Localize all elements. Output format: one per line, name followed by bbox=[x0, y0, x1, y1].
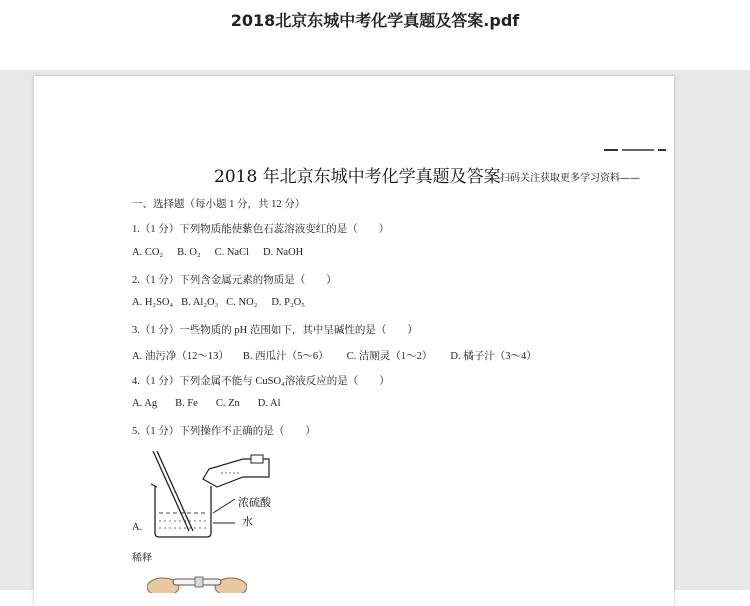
question-1: 1.（1 分）下列物质能使紫色石蕊溶液变红的是（ ） bbox=[132, 224, 390, 235]
watermark: 扫码关注获取更多学习资料—— bbox=[500, 173, 640, 184]
document-title: 2018北京东城中考化学真题及答案.pdf bbox=[230, 11, 520, 30]
question-2: 2.（1 分）下列含金属元素的物质是（ ） bbox=[132, 275, 337, 286]
section-heading: 一、选择题（每小题 1 分，共 12 分） bbox=[132, 199, 306, 210]
question-3: 3.（1 分）一些物质的 pH 范围如下，其中呈碱性的是（ ） bbox=[132, 325, 418, 336]
paper-title: 2018 年北京东城中考化学真题及答案 bbox=[214, 167, 501, 187]
label-water: 水 bbox=[242, 515, 253, 528]
question-5-option-a: A. bbox=[132, 522, 143, 533]
question-4-options: A. Ag B. Fe C. Zn D. Al bbox=[132, 398, 281, 409]
label-concentrated-acid: 浓硫酸 bbox=[238, 496, 271, 509]
pdf-viewer[interactable] bbox=[0, 70, 750, 590]
header-bar bbox=[0, 0, 750, 70]
question-2-options: A. H₂SO₄ B. Al₂O₃ C. NO₂ D. P₂O₅ bbox=[132, 297, 305, 308]
question-4: 4.（1 分）下列金属不能与 CuSO₄溶液反应的是（ ） bbox=[132, 376, 390, 387]
pdf-page bbox=[34, 76, 674, 606]
question-1-options: A. CO₂ B. O₂ C. NaCl D. NaOH bbox=[132, 247, 304, 258]
figure-caption: 稀释 bbox=[132, 553, 152, 564]
question-3-options: A. 油污净（12～13） B. 西瓜汁（5～6） C. 洁厕灵（1～2） D. 橘子汁（3～4） bbox=[132, 351, 537, 362]
page-mark bbox=[604, 149, 666, 154]
question-5: 5.（1 分）下列操作不正确的是（ ） bbox=[132, 426, 316, 437]
